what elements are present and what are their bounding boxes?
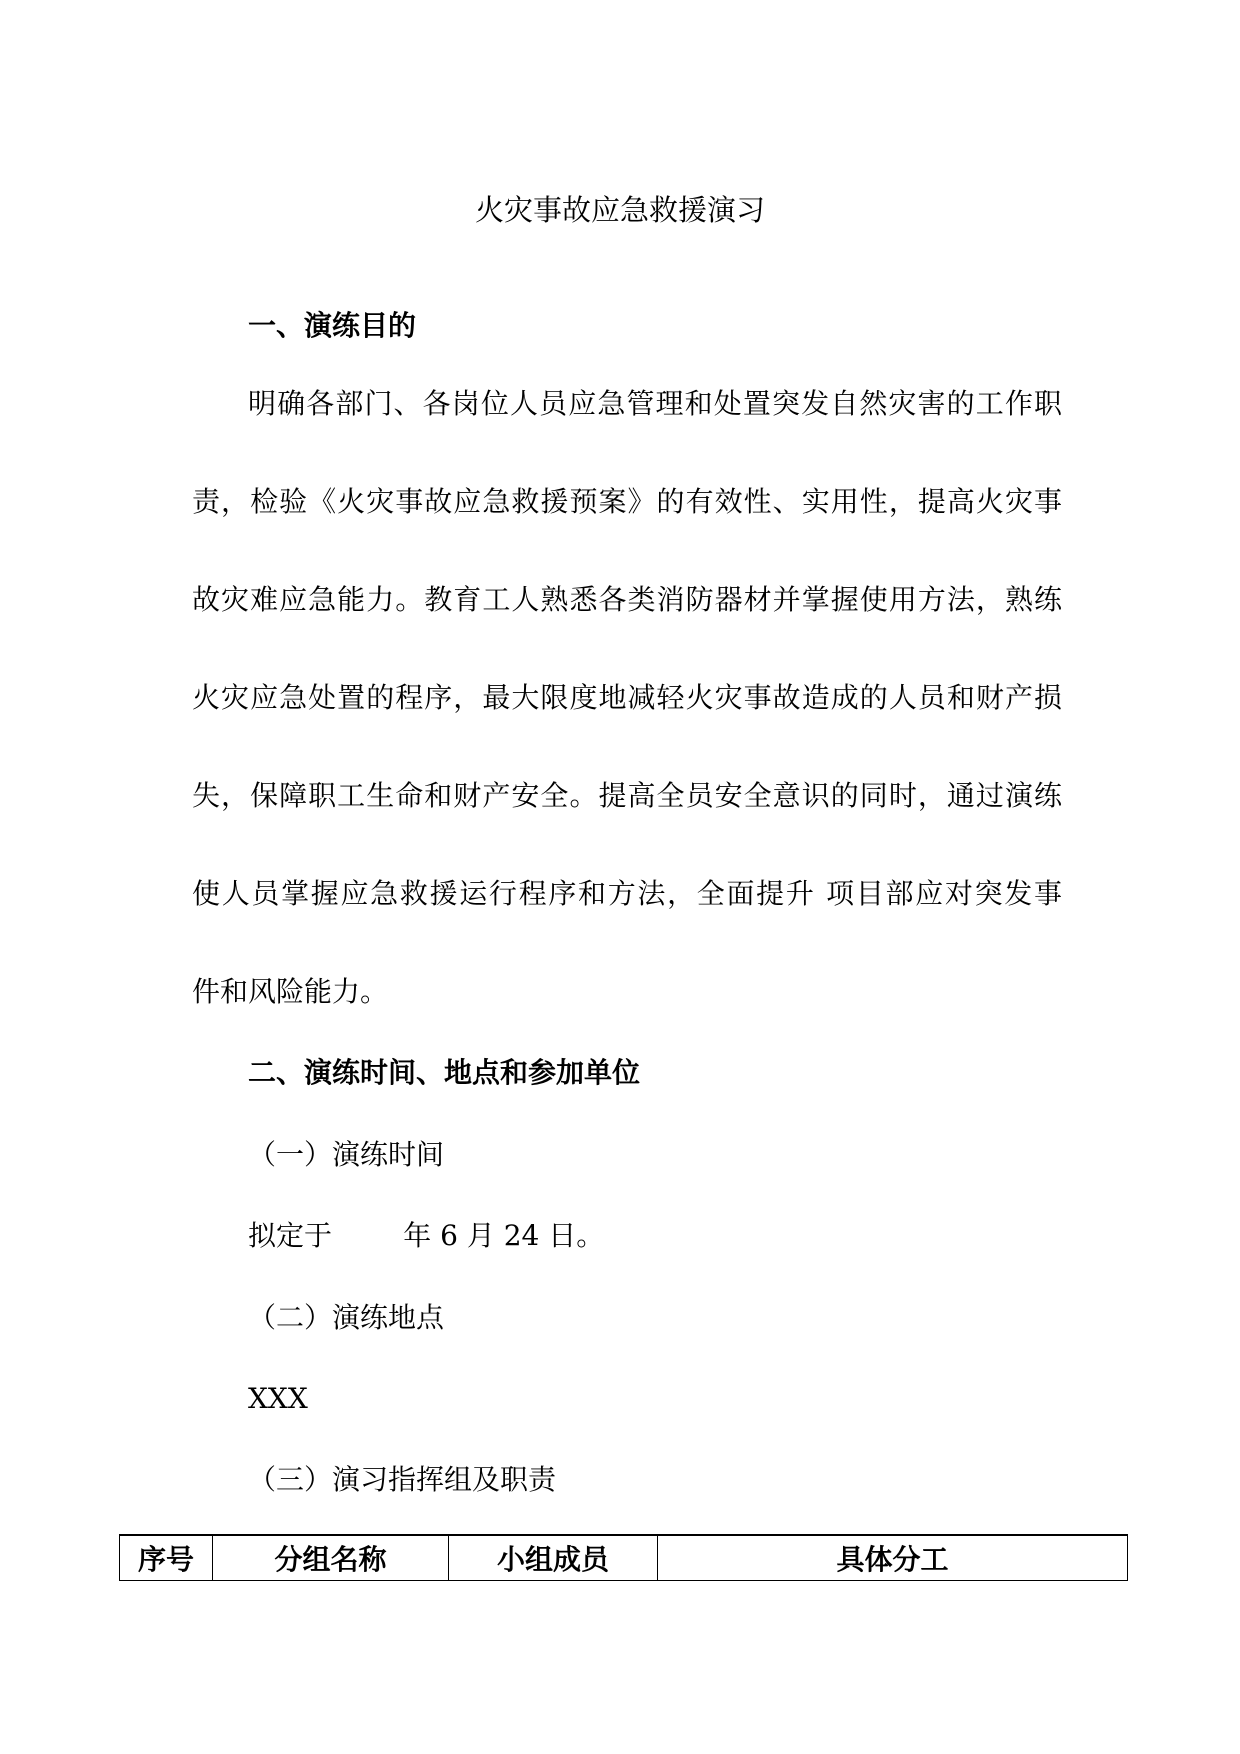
paragraph-line: 失，保障职工生命和财产安全。提高全员安全意识的同时，通过演练 xyxy=(192,779,1062,812)
header-group-members: 小组成员 xyxy=(449,1535,658,1581)
command-group-table xyxy=(119,1534,1128,1581)
drill-date: 拟定于 年 6 月 24 日。 xyxy=(248,1219,605,1252)
subsection-place-label: （二）演练地点 xyxy=(248,1301,445,1334)
paragraph-line: 责，检验《火灾事故应急救援预案》的有效性、实用性，提高火灾事 xyxy=(192,485,1062,518)
paragraph-line: 件和风险能力。 xyxy=(192,975,389,1008)
table-header-row xyxy=(120,1535,1128,1581)
paragraph-line: 火灾应急处置的程序，最大限度地减轻火灾事故造成的人员和财产损 xyxy=(192,681,1062,714)
paragraph-line: 明确各部门、各岗位人员应急管理和处置突发自然灾害的工作职 xyxy=(248,387,1062,420)
header-specific-duties: 具体分工 xyxy=(658,1535,1128,1581)
paragraph-line: 使人员掌握应急救援运行程序和方法，全面提升 项目部应对突发事 xyxy=(192,877,1062,910)
header-group-name: 分组名称 xyxy=(213,1535,449,1581)
page-title: 火灾事故应急救援演习 xyxy=(474,193,765,227)
section-heading-purpose: 一、演练目的 xyxy=(248,309,417,342)
section-heading-time-place: 二、演练时间、地点和参加单位 xyxy=(248,1056,641,1089)
header-serial-number: 序号 xyxy=(120,1535,213,1581)
subsection-command-label: （三）演习指挥组及职责 xyxy=(248,1463,557,1496)
subsection-time-label: （一）演练时间 xyxy=(248,1138,445,1171)
drill-place: XXX xyxy=(248,1382,308,1415)
paragraph-line: 故灾难应急能力。教育工人熟悉各类消防器材并掌握使用方法，熟练 xyxy=(192,583,1062,616)
